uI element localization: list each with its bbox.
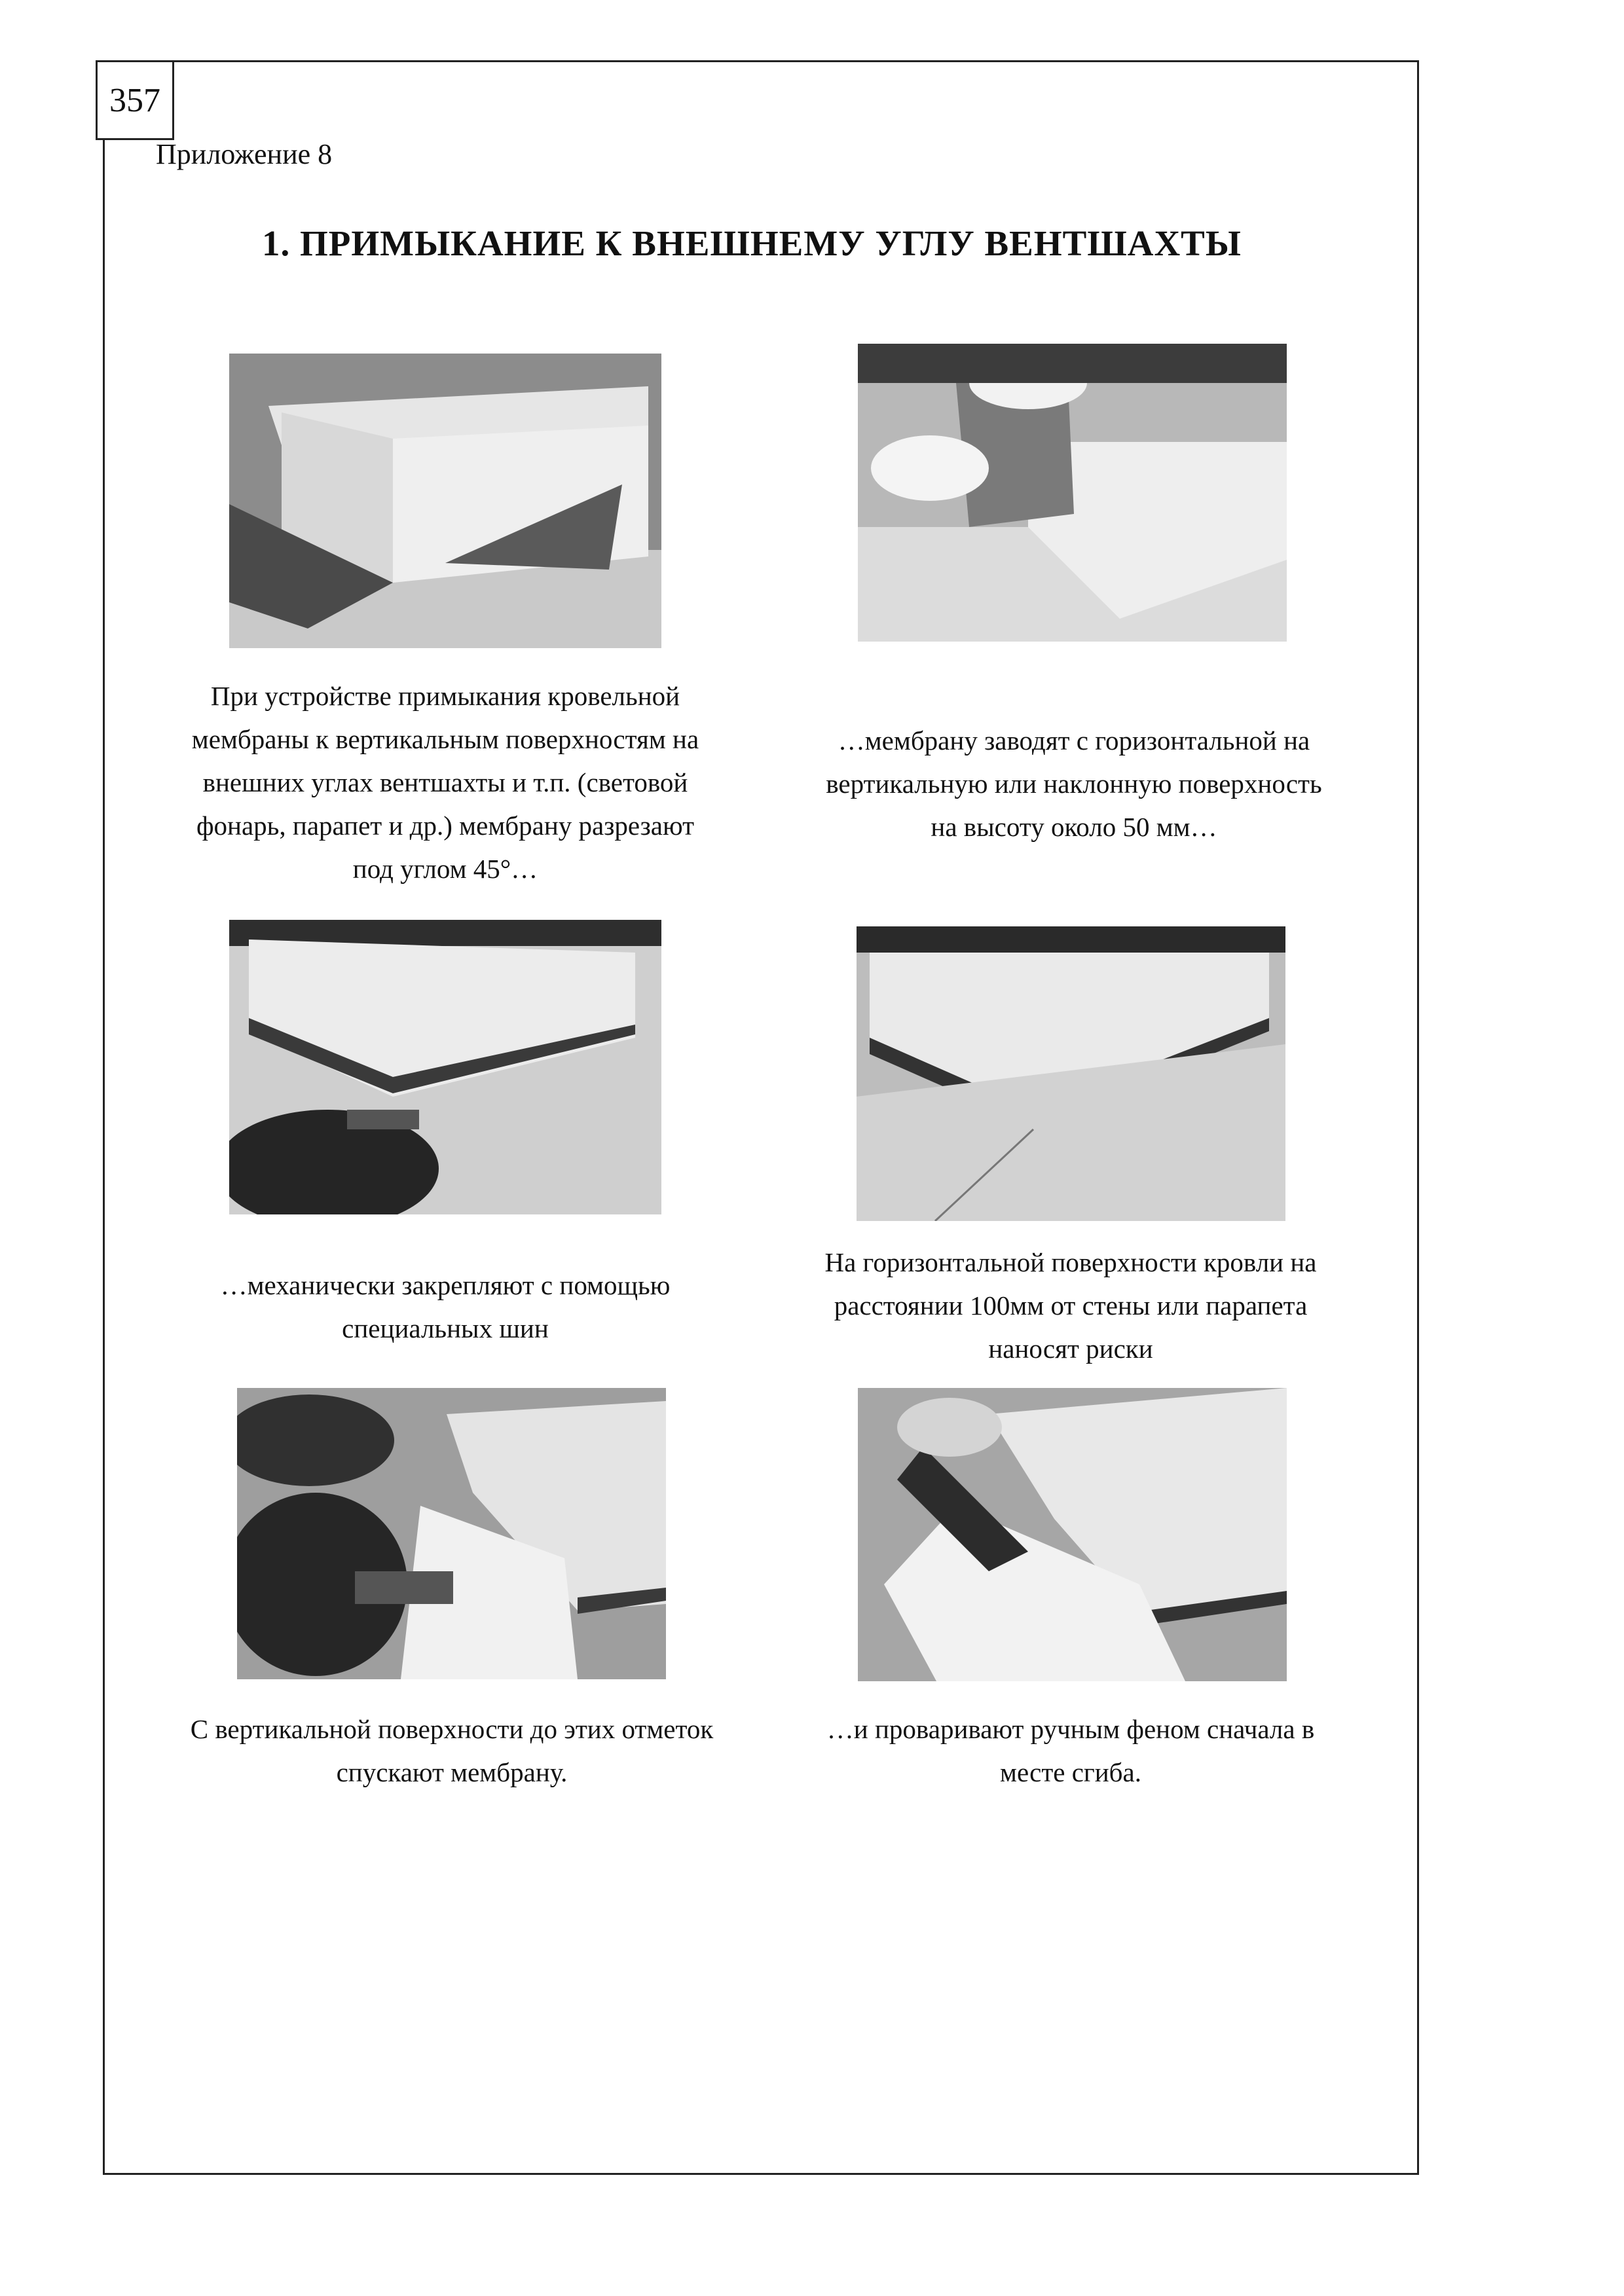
section-title: 1. ПРИМЫКАНИЕ К ВНЕШНЕМУ УГЛУ ВЕНТШАХТЫ [262,223,1242,263]
step-3-caption [170,1264,720,1350]
mechanical-fastening-bars-photo-icon [229,920,661,1214]
step-6-photo [858,1388,1287,1681]
step-5-photo [237,1388,666,1679]
step-5-caption [147,1707,756,1794]
step-5-caption-line: спускают мембрану. [336,1757,568,1787]
step-4-caption [783,1241,1359,1370]
step-2-photo [858,344,1287,642]
step-1-photo [229,354,661,648]
step-5-caption-line: С вертикальной поверхности до этих отметок [190,1714,714,1744]
membrane-lowered-photo-icon [237,1388,666,1679]
step-1-caption-line: внешних углах вентшахты и т.п. (световой [202,767,688,797]
step-1-caption-line: мембраны к вертикальным поверхностям на [191,724,699,754]
step-4-caption-line: расстоянии 100мм от стены или парапета [834,1290,1308,1321]
step-4-photo [857,926,1285,1221]
step-6-caption [789,1707,1352,1794]
appendix-label: Приложение 8 [156,138,333,170]
step-1-caption-line: При устройстве примыкания кровельной [210,681,680,711]
step-4-caption-line: На горизонтальной поверхности кровли на [824,1247,1317,1277]
step-3-photo [229,920,661,1214]
step-2-caption [786,719,1362,848]
step-1-caption-line: под углом 45°… [352,854,538,884]
step-3-caption-line: …механически закрепляют с помощью [220,1270,671,1300]
hot-air-welding-photo-icon [858,1388,1287,1681]
step-2-caption-line: вертикальную или наклонную поверхность [826,769,1322,799]
step-2-caption-line: …мембрану заводят с горизонтальной на [838,725,1310,756]
marking-lines-photo-icon [857,926,1285,1221]
step-2-caption-line: на высоту около 50 мм… [931,812,1217,842]
step-6-caption-line: …и проваривают ручным феном сначала в [826,1714,1315,1744]
step-4-caption-line: наносят риски [988,1334,1153,1364]
step-1-caption [164,674,727,890]
step-6-caption-line: месте сгиба. [1000,1757,1141,1787]
page-number: 357 [96,60,174,140]
step-3-caption-line: специальных шин [342,1313,549,1343]
step-1-caption-line: фонарь, парапет и др.) мембрану разрезают [196,811,695,841]
membrane-lifted-onto-wall-photo-icon [858,344,1287,642]
vent-shaft-cut-membrane-photo-icon [229,354,661,648]
